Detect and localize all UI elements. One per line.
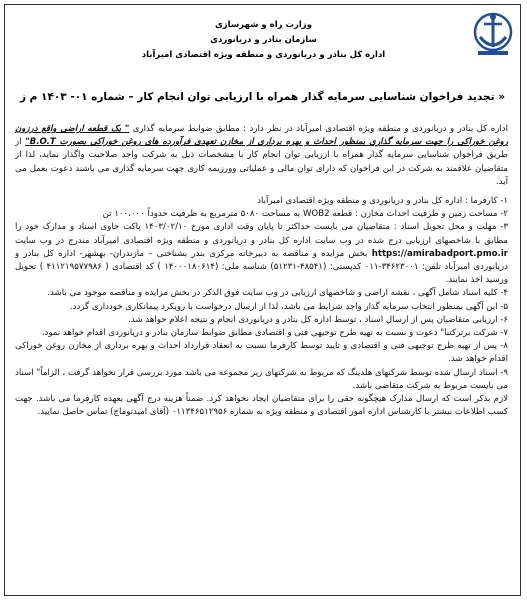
intro-part1: اداره کل بنادر و دریانوردی و منطقه ویژه اقتصادی امیرآباد در نظر دارد : مطابق ضوابط سرمایه گذاری <box>129 124 509 134</box>
list-item: ۷- شرکت برترکتبا" دعوت و نسبت به تهیه طرح توجیهی فنی و اقتصادی مطابق ضوابط سازمان بنادر و دریانوردی اقدام خواهد نمود. <box>41 328 508 339</box>
notice-title: « تجدید فراخوان شناسایی سرمایه گذار همراه با ارزیابی توان انجام کار – شماره ۰۱- ۱۴۰۳ م ز <box>19 91 506 103</box>
department-name: اداره کل بنادر و دریانوردی و منطقه ویژه اقتصادی امیرآباد <box>141 50 386 60</box>
organization-name: سازمان بنادر و دریانوردی <box>210 35 317 45</box>
intro-paragraph <box>15 123 508 189</box>
list-item: ۴- کلیه اسناد شامل آگهی ، نقشه اراضی و شاخصهای ارزیابی در وب سایت فوق الذکر در بخش مزایده و مناقصه موجود می باشد. <box>47 288 508 299</box>
list-item: ۱- کارفرما : اداره کل بنادر و دریانوردی و منطقه ویژه اقتصادی امیرآباد <box>257 196 508 207</box>
letterhead <box>5 9 522 69</box>
intro-part2: از طریق فراخوان شناسایی سرمایه گذار همراه با ارزیابی توان انجام کار با مشخصات ذیل به شرکت واجد صلاحیت واگذار نماید، لذا از متقاضیان علاقمند به شرکت در این فراخوان که دارای توان مالی و عملیاتی وورزیمه کاری جهت سرمایه گذاری می باشند دعوت بعمل می آید. <box>15 137 508 187</box>
item3-rest: بخش مزایده و مناقصه به دبیرخانه مرکزی بندر بشناختی – مازندران- بهشهر- اداره کل بنادر و دریانوردی امیرآباد تلفن: ۳۴۶۲۳۰۰۱-۰۱۱ کدپستی: (۴۸۵۴۱-۵۱۲۳۱) شناسه ملی: (۱۴۰۰۰۱۸۰۶۱۴ ) کد اقتصادی ( ۴۱۱۲۱۹۵۷۷۹۸۶ ) تحویل ورسید اخذ نمایند. <box>15 248 508 286</box>
list-item: ۹- اسناد ارسال شده توسط شرکتهای هلدینگ که مربوط به شرکتهای زیر مجموعه می باشد مورد بررسی قرار نخواهد گرفت ، الزاماً" اسناد می بایست مربوط به شرکت متقاضی باشد. <box>15 367 508 391</box>
website-link[interactable]: https://amirabadport.pmo.ir <box>371 248 508 259</box>
footer-note: لازم بذکر است که ارسال مدارک هیچگونه حقی را برای متقاضیان ایجاد نخواهد کرد. ضمناً هزینه درج آگهی بعهده کارفرما می باشد. جهت کسب اطلاعات بیشتر با کارشناس اداره امور اقتصادی و منطقه ویژه به شماره ۰۱۱۳۴۶۵۱۲۹۵۶ (آقای امیدتوماج) تماس حاصل نمایید. <box>15 394 508 418</box>
notice-page <box>4 4 521 596</box>
intro-highlight: " یک قطعه اراضی واقع درزون روغن خوراکی را جهت سرمایه گذاری بمنظور احداث و بهره برداری از مخازن تعهدی فرآورده های روغن خوراکی بصورت B.O.T" <box>15 124 508 148</box>
ministry-name: وزارت راه و شهرسازی <box>214 20 312 30</box>
list-item-3 <box>15 221 508 287</box>
list-item: ۲- مساحت زمین و ظرفیت احداث مخازن : قطعه WOB2 به مساحت ۵۰۸۰ مترمربع به ظرفیت حدوداً ۱۰۰،۰۰۰ تن <box>102 209 508 220</box>
notice-body <box>15 123 508 419</box>
list-item: ۶- ارزیابی متقاضیان پس از ارسال اسناد ، توسط اداره کل بنادر و دریانوردی انجام و نتیجه اعلام خواهد شد. <box>128 314 508 325</box>
item3-text: ۳- مهلت و محل تحویل اسناد : متقاضیان می بایست حداکثر تا پایان وقت اداری مورخ ۱۴۰۳/۰۲/۱۰ پاکت حاوی اسناد و مدارک خود را مطابق با شاخصهای ارزیابی درج شده در وب سایت اداره کل بنادر و دریانوردی و منطقه ویژه اقتصادی امیرآباد مندرج در وب سایت <box>15 222 508 246</box>
list-item: ۸- پس از تهیه طرح توجیهی فنی و اقتصادی و تایید توسط کارفرما نسبت به انعقاد قرارداد احداث و بهره برداری از مخازن روغن خوراکی اقدام خواهد شد. <box>15 341 508 365</box>
list-item: ۵- این آگهی بمنظور انتخاب سرمایه گذار واجد شرایط می باشد، لذا از ارسال درخواست با رویکرد پیمانکاری خودداری گردد. <box>69 301 508 312</box>
